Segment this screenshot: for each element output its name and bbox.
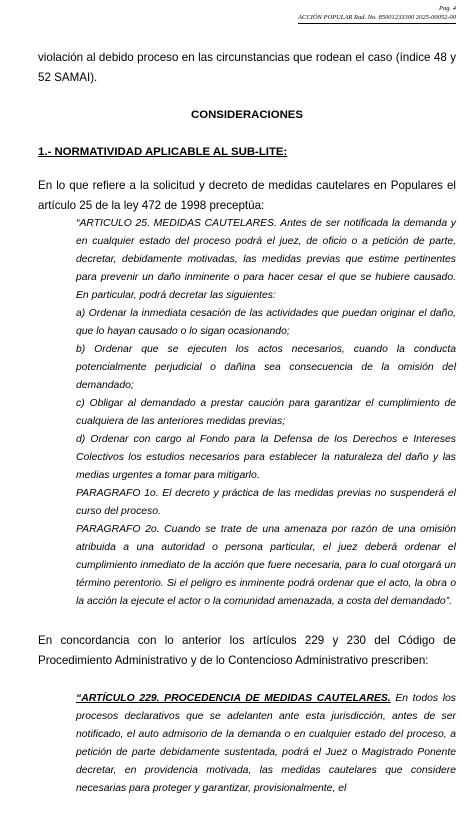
paragraph-ley-472: En lo que refiere a la solicitud y decreto de medidas cautelares en Populares el artículo 25 de la ley 472 de 1998 preceptúa:	[38, 179, 456, 212]
paragraph-cpaca: En concordancia con lo anterior los artículos 229 y 230 del Código de Procedimiento Administrativo y de lo Contencioso Administrativo prescriben:	[38, 634, 456, 667]
quote-line: PARAGRAFO 1o. El decreto y práctica de las medidas previas no suspenderá el curso del proceso.	[76, 488, 456, 517]
document-body	[38, 48, 456, 798]
page-header	[298, 4, 456, 24]
article-229-body: En todos los procesos declarativos que se adelanten ante esta jurisdicción, antes de ser notificado, el auto admisorio de la demanda o en cualquier estado del proceso, a petición de parte debidamente sustentada, podrá el Juez o Magistrado Ponente decretar, en providencia motivada, las medidas cautelares que considere necesarias para proteger y garantizar, provisionalmente, el	[76, 693, 457, 794]
section-title: CONSIDERACIONES	[190, 109, 304, 121]
quote-articulo-25	[38, 215, 456, 611]
quote-articulo-229	[76, 690, 456, 798]
page-number: Pag. 4	[439, 5, 456, 12]
quote-line: a) Ordenar la inmediata cesación de las actividades que puedan originar el daño, que lo hayan causado o lo sigan ocasionando;	[76, 308, 456, 337]
intro-paragraph: violación al debido proceso en las circunstancias que rodean el caso (índice 48 y 52 SAMAI).	[38, 51, 456, 84]
subsection-title: 1.- NORMATIVIDAD APLICABLE AL SUB-LITE:	[38, 146, 288, 158]
quote-line: “ARTICULO 25. MEDIDAS CAUTELARES. Antes de ser notificada la demanda y en cualquier estado del proceso podrá el juez, de oficio o a petición de parte, decretar, debidamente motivadas, las medidas previas que estime pertinentes para prevenir un daño inminente o para hacer cesar el que se hubiere causado. En particular, podrá decretar las siguientes:	[76, 218, 456, 301]
quote-line: b) Ordenar que se ejecuten los actos necesarios, cuando la conducta potencialmente perjudicial o dañina sea consecuencia de la omisión del demandado;	[76, 344, 456, 391]
article-229-heading: “ARTÍCULO 229. PROCEDENCIA DE MEDIDAS CAUTELARES.	[76, 693, 391, 704]
quote-line: c) Obligar al demandado a prestar caución para garantizar el cumplimiento de cualquiera de las anteriores medidas previas;	[76, 398, 456, 427]
case-number: ACCIÓN POPULAR Rad. No. 85001233300 2025-00052-00	[298, 13, 456, 24]
quote-line: PARAGRAFO 2o. Cuando se trate de una amenaza por razón de una omisión atribuida a una autoridad o persona particular, el juez deberá ordenar el cumplimiento inmediato de la acción que fuere necesaria, para lo cual otorgará un término perentorio. Si el peligro es inminente podrá ordenar que el acto, la obra o la acción la ejecute el actor o la comunidad amenazada, a costa del demandado”.	[76, 524, 456, 607]
quote-line: d) Ordenar con cargo al Fondo para la Defensa de los Derechos e Intereses Colectivos los estudios necesarios para establecer la naturaleza del daño y las medias urgentes a tomar para mitigarlo.	[76, 434, 456, 481]
